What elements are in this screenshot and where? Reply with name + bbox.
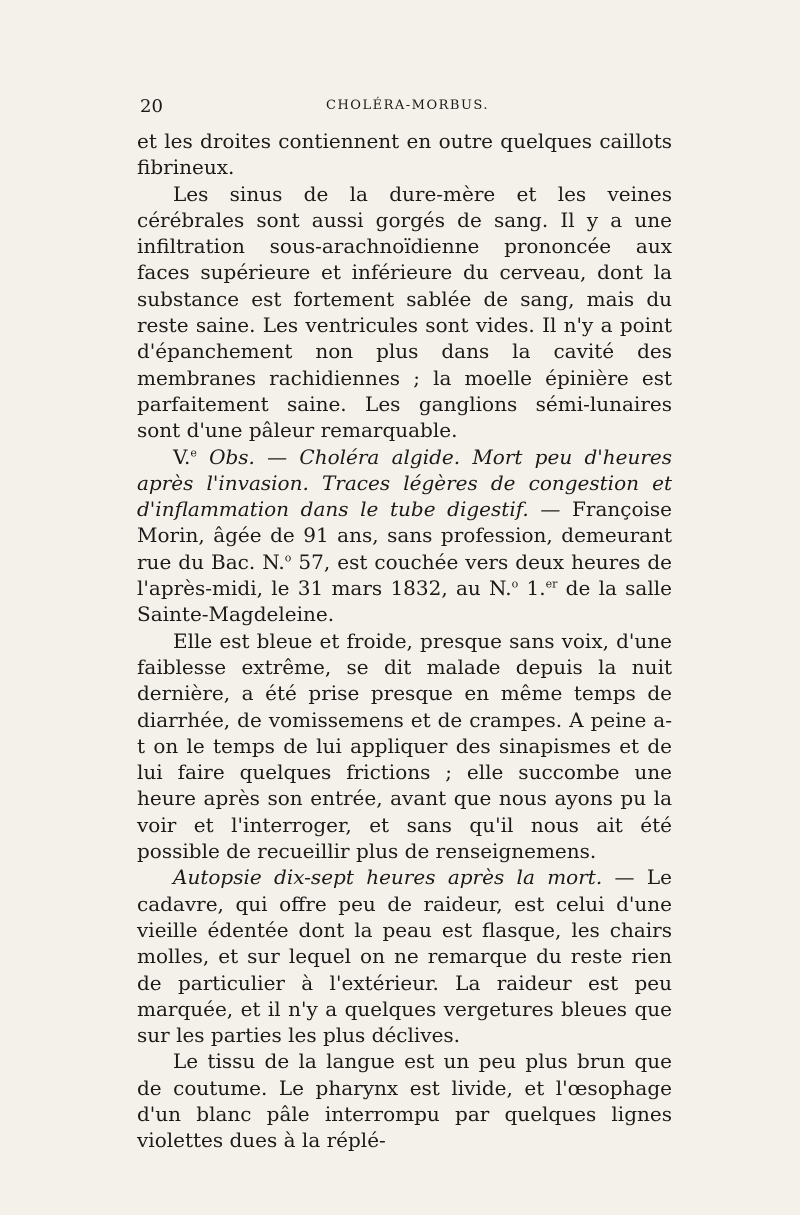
paragraph-continuation: et les droites contiennent en outre quelques caillots fibrineux. [137, 129, 672, 180]
obs-number-sup: e [190, 445, 197, 459]
obs-label: Obs. [209, 444, 255, 469]
observation-heading [137, 444, 672, 628]
obs-number: V. [173, 444, 191, 469]
page-header [140, 96, 675, 126]
obs-sup-3: er [545, 577, 558, 591]
paragraph-sinus: Les sinus de la dure-mère et les veines cérébrales sont aussi gorgés de sang. Il y a une infiltration sous-arachnoïdienne prononcée aux faces supérieure et inférieure du cerveau, dont la substance est fortement sablée de sang, mais du reste saine. Les ventricules sont vides. Il n'y a point d'épanchement non plus dans la cavité des membranes rachidiennes ; la moelle épinière est parfaitement saine. Les ganglions sémi-lunaires sont d'une pâleur remarquable. [137, 181, 672, 443]
page-number: 20 [140, 96, 163, 117]
obs-title: — Choléra algide. Mort peu d'heures après l'invasion. Traces légères de congestion et d'inflammation dans le tube digestif. [137, 444, 673, 522]
obs-text-c: 1. [518, 576, 546, 601]
running-title: CHOLÉRA-MORBUS. [326, 98, 489, 113]
obs-text-a: — Françoise Morin, âgée de 91 ans, sans profession, demeurant rue du Bac. N. [137, 497, 672, 574]
paragraph-patient: Elle est bleue et froide, presque sans voix, d'une faiblesse extrême, se dit malade depuis la nuit dernière, a été prise presque en même temps de diarrhée, de vomissemens et de crampes. A peine a-t on le temps de lui appliquer des sinapismes et de lui faire quelques frictions ; elle succombe une heure après son entrée, avant que nous ayons pu la voir et l'interroger, et sans qu'il nous ait été possible de recueillir plus de renseignemens. [137, 628, 672, 864]
paragraph-langue: Le tissu de la langue est un peu plus brun que de coutume. Le pharynx est livide, et l'œsophage d'un blanc pâle interrompu par quelques lignes violettes dues à la réplé- [137, 1049, 672, 1153]
autopsie-lead: Autopsie dix-sept heures après la mort. [173, 865, 603, 890]
autopsie-text: — Le cadavre, qui offre peu de raideur, est celui d'une vieille édentée dont la peau est flasque, les chairs molles, et sur lequel on ne remarque du reste rien de particulier à l'extérieur. La raideur est peu marquée, et il n'y a quelques vergetures bleues que sur les parties les plus déclives. [137, 865, 672, 1048]
obs-text-b: 57, est couchée vers deux heures de l'après-midi, le 31 mars 1832, au N. [137, 549, 672, 601]
obs-text-d: de la salle Sainte-Magdeleine. [137, 576, 672, 627]
obs-sup-1: o [284, 551, 292, 565]
page-body [137, 128, 672, 1154]
obs-sup-2: o [511, 577, 519, 591]
paragraph-autopsie [137, 864, 672, 1048]
